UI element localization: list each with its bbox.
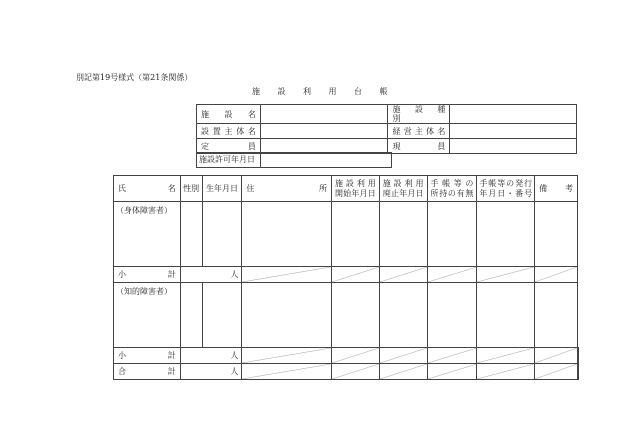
issue-cell[interactable] bbox=[477, 283, 535, 348]
facility-info-table bbox=[196, 104, 577, 154]
unit-label: 人 bbox=[230, 350, 239, 360]
start-cell[interactable] bbox=[331, 283, 379, 348]
diag-cell bbox=[331, 348, 379, 364]
subtotal-label: 小 計 bbox=[114, 267, 181, 283]
operator-label: 設置主体名 bbox=[197, 124, 261, 139]
total-row bbox=[114, 364, 579, 380]
col-issue: 手帳等の発行 年月日・番号 bbox=[477, 176, 535, 202]
subtotal-row-physical bbox=[114, 267, 579, 283]
diag-cell bbox=[242, 364, 332, 380]
col-address: 住 所 bbox=[242, 176, 332, 202]
capacity-label: 定 員 bbox=[197, 139, 261, 154]
diag-cell bbox=[379, 267, 427, 283]
form-label: 別記第19号様式（第21条関係） bbox=[76, 73, 193, 82]
subtotal-count-cell[interactable] bbox=[180, 267, 242, 283]
col-start-date: 施設利用 開始年月日 bbox=[331, 176, 379, 202]
facility-type-field[interactable] bbox=[450, 105, 577, 124]
current-field[interactable] bbox=[450, 139, 577, 154]
diag-cell bbox=[477, 348, 535, 364]
diag-cell bbox=[331, 267, 379, 283]
facility-name-label: 施 設 名 bbox=[197, 105, 261, 124]
diag-cell bbox=[379, 364, 427, 380]
address-cell[interactable] bbox=[242, 202, 332, 267]
diag-cell bbox=[331, 364, 379, 380]
diag-cell bbox=[427, 364, 477, 380]
diag-cell bbox=[242, 267, 332, 283]
end-cell[interactable] bbox=[379, 202, 427, 267]
permit-date-table bbox=[196, 152, 392, 168]
remarks-cell[interactable] bbox=[535, 283, 578, 348]
permit-date-label: 施設許可年月日 bbox=[197, 153, 261, 168]
address-cell[interactable] bbox=[242, 283, 332, 348]
diag-cell bbox=[578, 348, 579, 364]
diag-cell bbox=[535, 267, 578, 283]
operator-field[interactable] bbox=[260, 124, 388, 139]
page-title: 施 設 利 用 台 帳 bbox=[252, 87, 388, 96]
diag-cell bbox=[477, 267, 535, 283]
section-intellectual-label: （知的障害者） bbox=[116, 287, 172, 296]
permit-date-field[interactable] bbox=[260, 153, 391, 168]
manager-label: 経営主体名 bbox=[388, 124, 450, 139]
diag-cell bbox=[379, 348, 427, 364]
intellectual-section-cell[interactable] bbox=[114, 283, 181, 348]
issue-cell[interactable] bbox=[477, 202, 535, 267]
section-physical-label: （身体障害者） bbox=[116, 206, 172, 215]
birth-cell[interactable] bbox=[202, 283, 242, 348]
total-count-cell[interactable] bbox=[180, 364, 242, 380]
unit-label: 人 bbox=[230, 269, 239, 279]
birth-cell[interactable] bbox=[202, 202, 242, 267]
facility-type-label: 施 設 種 別 bbox=[388, 105, 450, 124]
diag-cell bbox=[535, 348, 578, 364]
total-label: 合 計 bbox=[114, 364, 181, 380]
subtotal-label: 小 計 bbox=[114, 348, 181, 364]
physical-section-cell[interactable] bbox=[114, 202, 181, 267]
diag-cell bbox=[535, 364, 578, 380]
col-remarks: 備 考 bbox=[535, 176, 578, 202]
end-cell[interactable] bbox=[379, 283, 427, 348]
manager-field[interactable] bbox=[450, 124, 577, 139]
notebook-cell[interactable] bbox=[427, 202, 477, 267]
notebook-cell[interactable] bbox=[427, 283, 477, 348]
diag-cell bbox=[242, 348, 332, 364]
current-label: 現 員 bbox=[388, 139, 450, 154]
diag-cell bbox=[477, 364, 535, 380]
remarks-cell[interactable] bbox=[535, 202, 578, 267]
facility-name-field[interactable] bbox=[260, 105, 388, 124]
register-table bbox=[113, 175, 579, 380]
start-cell[interactable] bbox=[331, 202, 379, 267]
sex-cell[interactable] bbox=[180, 202, 202, 267]
subtotal-count-cell[interactable] bbox=[180, 348, 242, 364]
col-birth: 生年月日 bbox=[202, 176, 242, 202]
subtotal-row-intellectual bbox=[114, 348, 579, 364]
diag-cell bbox=[427, 348, 477, 364]
unit-label: 人 bbox=[230, 366, 239, 376]
col-sex: 性別 bbox=[180, 176, 202, 202]
sex-cell[interactable] bbox=[180, 283, 202, 348]
col-end-date: 施設利用 廃止年月日 bbox=[379, 176, 427, 202]
diag-cell bbox=[578, 364, 579, 380]
col-notebook: 手帳等の 所持の有無 bbox=[427, 176, 477, 202]
diag-cell bbox=[427, 267, 477, 283]
col-name: 氏 名 bbox=[114, 176, 181, 202]
